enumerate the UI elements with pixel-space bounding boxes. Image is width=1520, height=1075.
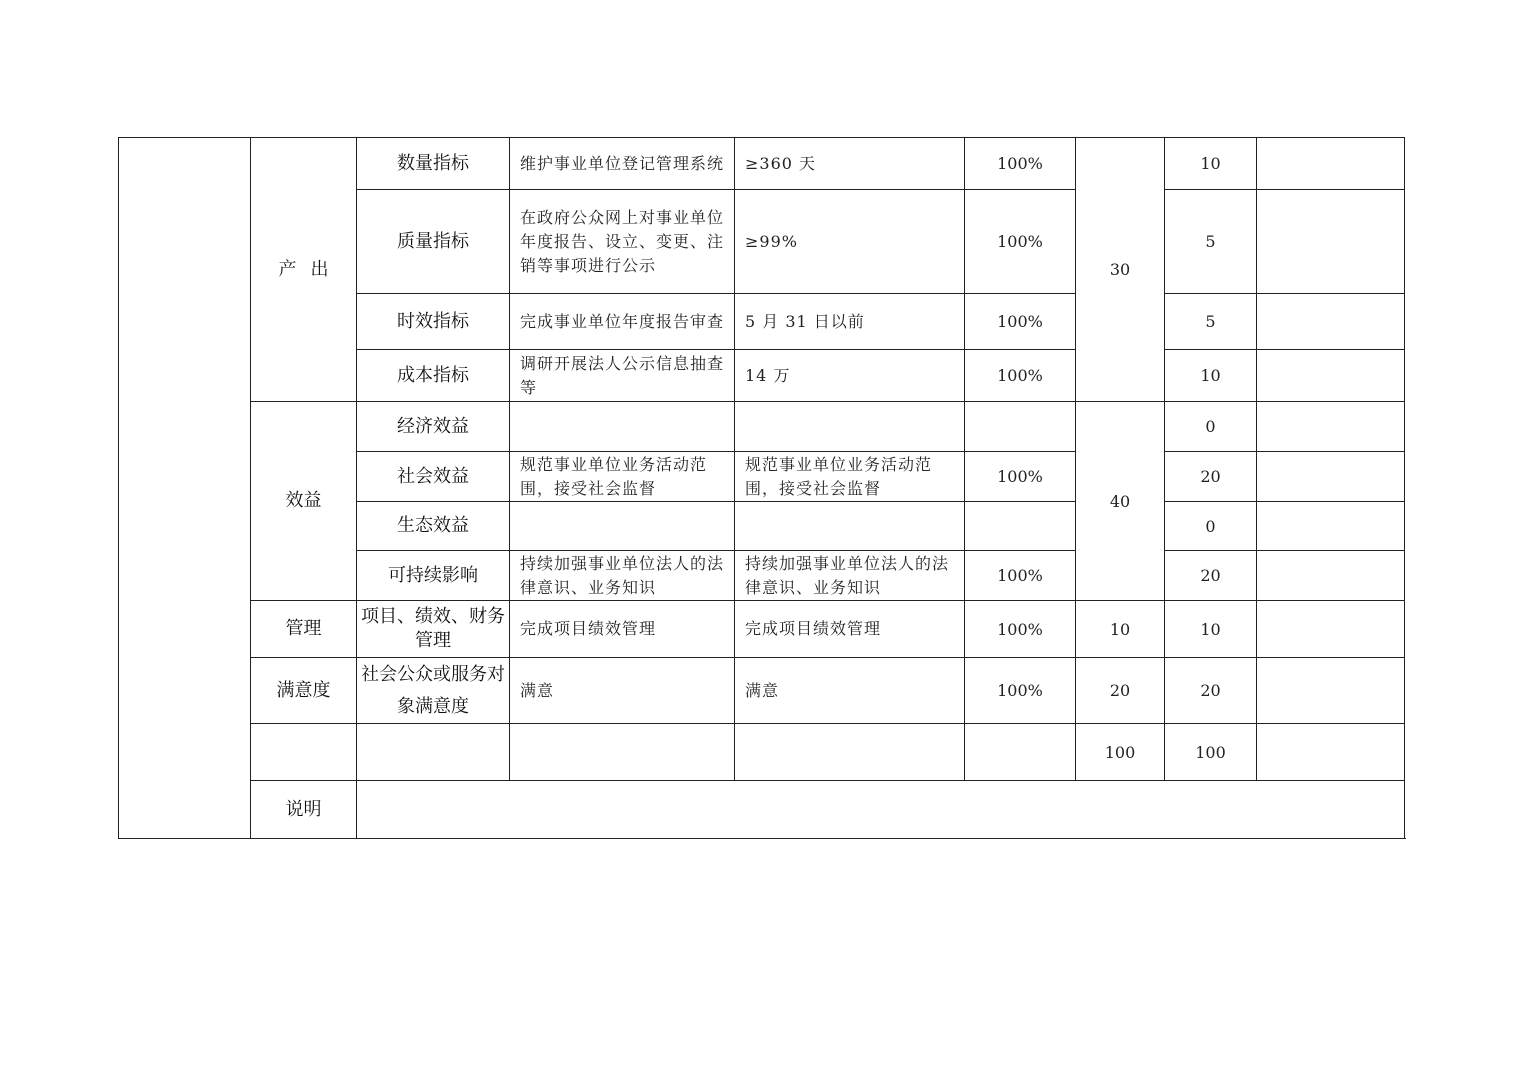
content-cell: 持续加强事业单位法人的法律意识、业务知识 — [510, 551, 735, 601]
target-cell — [735, 402, 965, 452]
notes-row — [119, 781, 1405, 839]
remark-cell — [1257, 402, 1405, 452]
blank-cell — [251, 724, 357, 781]
remark-cell — [1257, 601, 1405, 658]
blank-cell — [357, 724, 510, 781]
remark-cell — [1257, 658, 1405, 724]
target-cell: 规范事业单位业务活动范围，接受社会监督 — [735, 452, 965, 502]
rate-cell — [965, 502, 1076, 551]
indicator-cell: 社会公众或服务对象满意度 — [357, 658, 510, 724]
blank-cell — [735, 724, 965, 781]
category-management: 管理 — [251, 601, 357, 658]
target-cell — [735, 502, 965, 551]
rate-cell: 100% — [965, 658, 1076, 724]
performance-table — [118, 137, 1405, 839]
indicator-cell: 质量指标 — [357, 190, 510, 294]
target-cell: ≥99% — [735, 190, 965, 294]
remark-cell — [1257, 138, 1405, 190]
score-cell: 10 — [1165, 601, 1257, 658]
content-cell: 规范事业单位业务活动范围，接受社会监督 — [510, 452, 735, 502]
blank-cell — [965, 724, 1076, 781]
total-weight: 100 — [1076, 724, 1165, 781]
notes-label: 说明 — [251, 781, 357, 839]
target-cell: 持续加强事业单位法人的法律意识、业务知识 — [735, 551, 965, 601]
indicator-cell: 经济效益 — [357, 402, 510, 452]
indicator-cell: 时效指标 — [357, 294, 510, 350]
indicator-cell: 成本指标 — [357, 350, 510, 402]
weight-output: 30 — [1076, 138, 1165, 402]
remark-cell — [1257, 190, 1405, 294]
rate-cell: 100% — [965, 551, 1076, 601]
remark-cell — [1257, 724, 1405, 781]
score-cell: 20 — [1165, 551, 1257, 601]
rate-cell: 100% — [965, 601, 1076, 658]
content-cell: 在政府公众网上对事业单位年度报告、设立、变更、注销等事项进行公示 — [510, 190, 735, 294]
content-cell: 维护事业单位登记管理系统 — [510, 138, 735, 190]
indicator-cell: 可持续影响 — [357, 551, 510, 601]
category-benefit: 效益 — [251, 402, 357, 601]
score-cell: 5 — [1165, 294, 1257, 350]
target-cell: ≥360 天 — [735, 138, 965, 190]
score-cell: 5 — [1165, 190, 1257, 294]
table-row — [119, 601, 1405, 658]
target-cell: 5 月 31 日以前 — [735, 294, 965, 350]
target-cell: 14 万 — [735, 350, 965, 402]
score-cell: 10 — [1165, 138, 1257, 190]
score-cell: 0 — [1165, 402, 1257, 452]
remark-cell — [1257, 452, 1405, 502]
content-cell: 完成事业单位年度报告审查 — [510, 294, 735, 350]
rate-cell: 100% — [965, 294, 1076, 350]
content-cell: 调研开展法人公示信息抽查等 — [510, 350, 735, 402]
content-cell: 完成项目绩效管理 — [510, 601, 735, 658]
target-cell: 完成项目绩效管理 — [735, 601, 965, 658]
remark-cell — [1257, 502, 1405, 551]
score-cell: 20 — [1165, 658, 1257, 724]
content-cell — [510, 402, 735, 452]
rate-cell: 100% — [965, 452, 1076, 502]
remark-cell — [1257, 350, 1405, 402]
remark-cell — [1257, 551, 1405, 601]
rate-cell: 100% — [965, 190, 1076, 294]
weight-cell: 10 — [1076, 601, 1165, 658]
target-cell: 满意 — [735, 658, 965, 724]
left-blank-cell — [119, 138, 251, 839]
table-row — [119, 402, 1405, 452]
score-cell: 20 — [1165, 452, 1257, 502]
category-satisfaction: 满意度 — [251, 658, 357, 724]
category-output: 产出 — [251, 138, 357, 402]
table-row — [119, 658, 1405, 724]
content-cell — [510, 502, 735, 551]
score-cell: 10 — [1165, 350, 1257, 402]
score-cell: 0 — [1165, 502, 1257, 551]
table-row — [119, 138, 1405, 190]
rate-cell — [965, 402, 1076, 452]
indicator-cell: 数量指标 — [357, 138, 510, 190]
weight-cell: 20 — [1076, 658, 1165, 724]
remark-cell — [1257, 294, 1405, 350]
total-score: 100 — [1165, 724, 1257, 781]
notes-content — [357, 781, 1405, 839]
rate-cell: 100% — [965, 350, 1076, 402]
rate-cell: 100% — [965, 138, 1076, 190]
indicator-cell: 社会效益 — [357, 452, 510, 502]
blank-cell — [510, 724, 735, 781]
indicator-cell: 项目、绩效、财务管理 — [357, 601, 510, 658]
weight-benefit: 40 — [1076, 402, 1165, 601]
indicator-cell: 生态效益 — [357, 502, 510, 551]
totals-row — [119, 724, 1405, 781]
content-cell: 满意 — [510, 658, 735, 724]
